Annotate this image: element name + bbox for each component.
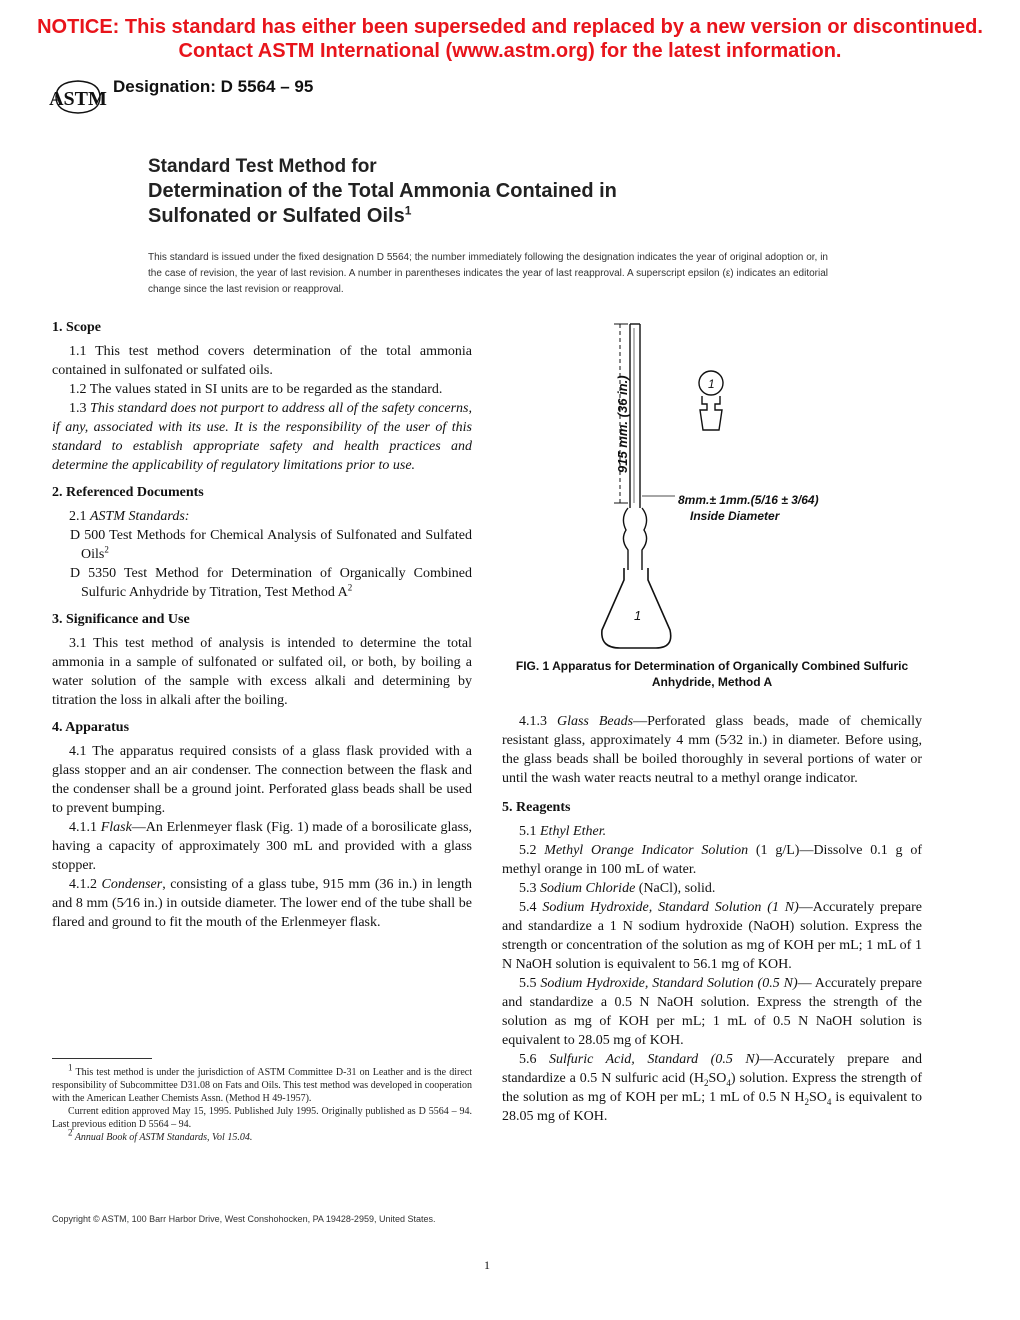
title-line-1: Standard Test Method for bbox=[148, 156, 377, 177]
flask-label: 1 bbox=[634, 608, 642, 623]
section-apparatus bbox=[52, 718, 472, 932]
intro-paragraph: This standard is issued under the fixed designation D 5564; the number immediately following the designation indicates the year of original adoption or, in the case of revision, the year of last revision. A number in parentheses indicates the year of last reapproval. A superscript epsilon (ε) indicates an editorial change since the last revision or reapproval. bbox=[148, 252, 828, 295]
footnote-1: $^1$ This test method is under the jurisdiction of ASTM Committee D-31 on Leather and is the direct responsibility of Subcommittee D31.08 on Fats and Oils. This test method was developed in cooperation with the American Leather Chemists Assn. (Method H 49-1957). bbox=[52, 1062, 472, 1104]
scope-p1: 1.1 This test method covers determination of the total ammonia contained in sulfonated or sulfated oils. bbox=[52, 344, 472, 378]
right-column bbox=[502, 712, 922, 1134]
diameter-label: 8mm.± 1mm.(5/16 ± 3/64) bbox=[678, 493, 819, 507]
title-line-2: Determination of the Total Ammonia Contained in bbox=[148, 180, 617, 202]
section-scope bbox=[52, 318, 472, 475]
section-reagents bbox=[502, 798, 922, 1126]
reagent-5-2: 5.2 Methyl Orange Indicator Solution (1 g/L)—Dissolve 0.1 g of methyl orange in 100 mL of water. bbox=[502, 843, 922, 877]
figure-apparatus bbox=[590, 318, 850, 658]
length-label: 915 mm. (36 in.) bbox=[615, 375, 630, 473]
apparatus-continued bbox=[502, 712, 922, 788]
designation: Designation: D 5564 – 95 bbox=[113, 77, 314, 96]
scope-p3: 1.3 This standard does not purport to address all of the safety concerns, if any, associated with its use. It is the responsibility of the user of this standard to establish appropriate safety and health practices and determine the applicability of regulatory limitations prior to use. bbox=[52, 401, 472, 473]
left-column bbox=[52, 318, 472, 940]
ref-d5350: D 5350 Test Method for Determination of Organically Combined Sulfuric Anhydride by Titration, Test Method $A^2$ bbox=[70, 566, 472, 600]
reagent-5-6: 5.6 Sulfuric Acid, Standard (0.5 N)—Accurately prepare and standardize a 0.5 N sulfuric acid $(H_2SO_4)$ solution. Express the strength of the solution as mg of KOH per mL; 1 mL of 0.5 N $H_2SO_4$ is equivalent to 28.05 mg of KOH. bbox=[502, 1052, 922, 1124]
section-significance bbox=[52, 610, 472, 710]
reagent-5-3: 5.3 Sodium Chloride (NaCl), solid. bbox=[519, 881, 716, 896]
notice-line-1: NOTICE: This standard has either been superseded and replaced by a new version or discontinued. bbox=[37, 16, 983, 38]
notice-line-2: Contact ASTM International (www.astm.org) for the latest information. bbox=[178, 40, 842, 62]
apparatus-condenser: 4.1.2 Condenser, consisting of a glass tube, 915 mm (36 in.) in length and 8 mm (5⁄16 in.) in outside diameter. The lower end of the tube shall be flared and ground to fit the mouth of the Erlenmeyer flask. bbox=[52, 877, 472, 930]
scope-heading: 1. Scope bbox=[52, 320, 101, 335]
scope-p2: 1.2 The values stated in SI units are to be regarded as the standard. bbox=[69, 382, 443, 397]
apparatus-heading: 4. Apparatus bbox=[52, 720, 130, 735]
apparatus-p1: 4.1 The apparatus required consists of a glass flask provided with a glass stopper and an air condenser. The connection between the flask and the condenser shall be a ground joint. Perforated glass beads shall be used to prevent bumping. bbox=[52, 744, 472, 816]
footnote-2: $^2$ Annual Book of ASTM Standards, Vol 15.04. bbox=[68, 1127, 253, 1143]
significance-p1: 3.1 This test method of analysis is intended to determine the total ammonia in a sample of sulfonated or sulfated oil, or both, by boiling a water solution of the sample with excess alkali and determining by titration the loss in alkali after the boiling. bbox=[52, 636, 472, 708]
refdocs-p1: 2.1 ASTM Standards: bbox=[69, 509, 190, 524]
page-number: 1 bbox=[484, 1258, 490, 1272]
ref-d500: D 500 Test Methods for Chemical Analysis of Sulfonated and Sulfated Oils$^2$ bbox=[70, 528, 472, 562]
reagent-5-1: 5.1 Ethyl Ether. bbox=[519, 824, 607, 839]
reagent-5-4: 5.4 Sodium Hydroxide, Standard Solution (1 N)—Accurately prepare and standardize a 1 N sodium hydroxide (NaOH) solution. Express the strength or concentration of the solution as mg of KOH per mL; 1 mL of 1 N NaOH solution is equivalent to 56.1 mg of KOH. bbox=[502, 900, 923, 972]
significance-heading: 3. Significance and Use bbox=[52, 612, 190, 627]
copyright: Copyright © ASTM, 100 Barr Harbor Drive, West Conshohocken, PA 19428-2959, United States. bbox=[52, 1214, 436, 1224]
refdocs-heading: 2. Referenced Documents bbox=[52, 485, 204, 500]
title-line-3: Sulfonated or Sulfated Oils bbox=[148, 205, 405, 227]
reagent-5-5: 5.5 Sodium Hydroxide, Standard Solution (0.5 N)— Accurately prepare and standardize a 0.5 N NaOH solution. Express the strength of the solution as mg of KOH per mL; 1 mL of 0.5 N NaOH solution is equivalent to 28.05 mg of KOH. bbox=[502, 976, 922, 1048]
astm-logo bbox=[49, 78, 107, 116]
document-title bbox=[148, 154, 617, 229]
inside-diameter-label: Inside Diameter bbox=[690, 509, 780, 523]
title-footnote-mark: 1 bbox=[404, 203, 412, 218]
stopper-label: 1 bbox=[708, 377, 715, 391]
footnote-1b: Current edition approved May 15, 1995. Published July 1995. Originally published as D 5564 – 94. Last previous edition D 5564 – 94. bbox=[52, 1106, 472, 1130]
section-refdocs bbox=[52, 483, 472, 602]
apparatus-beads: 4.1.3 Glass Beads—Perforated glass beads, made of chemically resistant glass, approximately 4 mm (5⁄32 in.) in diameter. Before using, the glass beads shall be boiled thoroughly in several portions of water or until the wash water reacts neutral to a methyl orange indicator. bbox=[502, 714, 923, 786]
reagents-heading: 5. Reagents bbox=[502, 800, 571, 815]
footnotes bbox=[52, 1062, 472, 1144]
astm-logo-text: ASTM bbox=[49, 88, 107, 110]
apparatus-flask: 4.1.1 Flask—An Erlenmeyer flask (Fig. 1) made of a borosilicate glass, having a capacity of approximately 300 mL and provided with a glass stopper. bbox=[52, 820, 473, 873]
figure-caption: FIG. 1 Apparatus for Determination of Organically Combined Sulfuric Anhydride, Method A bbox=[515, 659, 909, 689]
footnote-rule bbox=[52, 1058, 152, 1059]
